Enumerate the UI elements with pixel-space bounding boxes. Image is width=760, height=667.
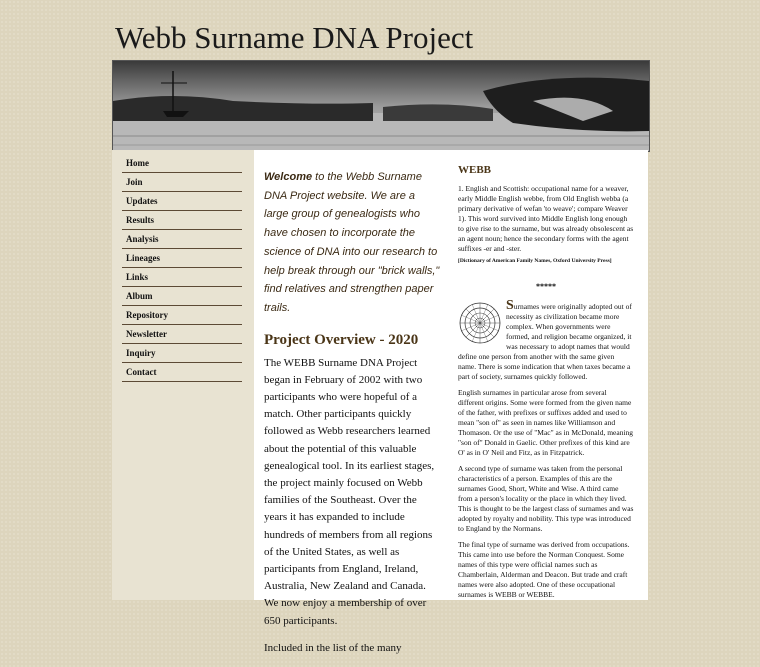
overview-heading: Project Overview - 2020 (264, 331, 419, 348)
main-content (254, 150, 648, 654)
nav-item-updates[interactable]: Updates (122, 192, 242, 211)
overview-paragraph-2: Included in the list of the many (264, 641, 402, 654)
nav-item-repository[interactable]: Repository (122, 306, 242, 325)
overview-paragraph: The WEBB Surname DNA Project began in February of 2002 with two participants who were hopeful of a match. Other participants quickly followed as Webb researchers learned about the potential of this valuable genealogical tool. In its earliest stages, the project mainly focused on Webb families of the Southeast. Over the years it has expanded to include hundreds of members from all regions of the United States, as well as participants from England, Ireland, Australia, New Zealand and Canada. We now enjoy a membership of over 650 participants. (264, 356, 435, 627)
nav-item-links[interactable]: Links (122, 268, 242, 287)
tree-spiral-icon (458, 301, 502, 345)
surnames-paragraph-1-text: urnames were originally adopted out of necessity as civilization became more complex. When governments were formed, and religion became organized, it was necessary to adopt names that would define one person from another with the same given name. There is some indication that when taxes became a part of society, surnames quickly followed. (458, 302, 632, 381)
welcome-text (264, 168, 442, 318)
nav-item-lineages[interactable]: Lineages (122, 249, 242, 268)
header-banner-image (112, 60, 650, 152)
nav-item-inquiry[interactable]: Inquiry (122, 344, 242, 363)
webb-citation: [Dictionary of American Family Names, Oxford University Press] (458, 258, 612, 264)
sidebar (112, 150, 254, 600)
nav-item-results[interactable]: Results (122, 211, 242, 230)
left-column (264, 168, 442, 667)
dropcap-letter: S (506, 298, 514, 313)
separator-stars: ***** (536, 282, 556, 291)
right-column (458, 164, 634, 606)
welcome-lead: Welcome (264, 171, 313, 183)
surnames-paragraph-2: English surnames in particular arose from several different origins. Some were formed from the given name of the father, with prefixes or suffixes added and used to mean "son of" as seen in names like Williamson and Thomason. Or the use of "Mac" as in McDonald, meaning "son of" Donald in Gaelic. Other prefixes of this kind are O' as in O' Neil and Fitz, as in Fitzpatrick. (458, 388, 634, 457)
nav-item-join[interactable]: Join (122, 173, 242, 192)
nav-item-analysis[interactable]: Analysis (122, 230, 242, 249)
nav-item-contact[interactable]: Contact (122, 363, 242, 382)
webb-definition: 1. English and Scottish: occupational name for a weaver, early Middle English webbe, from Old English webba (a primary derivative of wefan 'to weave'; compare Weaver 1). This word survived into Middle English long enough to give rise to the surname, but was already obsolescent as an agent noun; hence the secondary forms with the agent suffixes -er and -ster. (458, 184, 634, 253)
welcome-body: to the Webb Surname DNA Project website. We are a large group of genealogists who have chosen to incorporate the science of DNA into our research to help break through our "brick walls," find relatives and strengthen paper trails. (264, 171, 440, 314)
nav-item-home[interactable]: Home (122, 154, 242, 173)
site-title: Webb Surname DNA Project (115, 20, 474, 55)
nav-item-album[interactable]: Album (122, 287, 242, 306)
main-nav (112, 150, 254, 382)
nav-item-newsletter[interactable]: Newsletter (122, 325, 242, 344)
webb-heading: WEBB (458, 164, 492, 176)
surnames-paragraph-1 (458, 298, 634, 382)
surnames-paragraph-3: A second type of surname was taken from the personal characteristics of a person. Examples of this are the surnames Good, Short, White and Wise. A third came from a person's locality or the place in which they lived. This is thought to be the largest class of surnames and was adopted by royalty and nobility. This type was introduced to England by the Normans. (458, 464, 634, 533)
surnames-paragraph-4: The final type of surname was derived from occupations. This came into use before the Norman Conquest. Some names of this type were official names such as Chamberlain, Alderman and Deacon. But trade and craft names were also adopted. One of these occupational surnames is WEBB or WEBBE. (458, 540, 630, 599)
